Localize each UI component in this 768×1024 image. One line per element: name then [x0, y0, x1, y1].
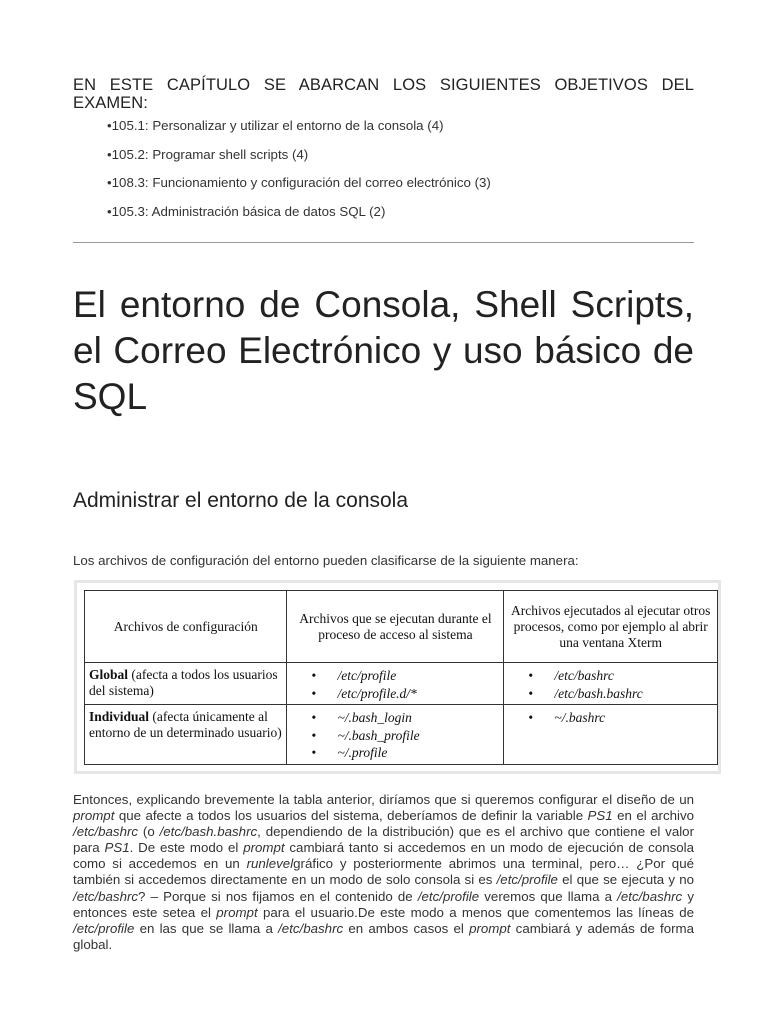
explanation-paragraph: Entonces, explicando brevemente la tabla anterior, diríamos que si queremos configurar el diseño de un prompt que afecte a todos los usuarios del sistema, deberíamos de definir la variable PS1 en el archivo /etc/bashrc (o /etc/bash.bashrc, dependiendo de la distribución) que es el archivo que contiene el valor para PS1. De este modo el prompt cambiará tanto si accedemos en un modo de ejecución de consola como si accedemos en un runlevelgráfico y posteriormente abrimos una terminal, pero… ¿Por qué también si accedemos directamente en un modo de solo consola si es /etc/profile el que se ejecuta y no /etc/bashrc? – Porque si nos fijamos en el contenido de /etc/profile veremos que llama a /etc/bashrc y entonces este setea el prompt para el usuario.De este modo a menos que comentemos las líneas de /etc/profile en las que se llama a /etc/bashrc en ambos casos el prompt cambiará y además de forma global.: [73, 792, 695, 952]
objective-item: •105.2: Programar shell scripts (4): [107, 146, 309, 162]
file-path: • /etc/profile: [311, 667, 503, 685]
objectives-list: [107, 117, 491, 232]
row-label-bold: Individual: [89, 709, 150, 724]
objectives-heading: EN ESTE CAPÍTULO SE ABARCAN LOS SIGUIENTES OBJETIVOS DEL EXAMEN:: [73, 76, 694, 112]
file-list: [287, 709, 503, 762]
section-title: Administrar el entorno de la consola: [73, 489, 409, 512]
process-files-cell: [504, 663, 718, 705]
process-files-cell: [504, 705, 718, 765]
horizontal-divider: [73, 242, 694, 243]
file-list: [504, 709, 717, 727]
row-label-text: (afecta únicamente al entorno de un determinado usuario): [89, 709, 282, 740]
file-path: • ~/.bash_profile: [311, 727, 503, 745]
table-header-cell: Archivos ejecutados al ejecutar otros procesos, como por ejemplo al abrir una ventana Xterm: [504, 591, 718, 663]
file-path: • /etc/profile.d/*: [311, 685, 503, 703]
table-header-row: [85, 591, 718, 663]
file-path: • ~/.bashrc: [528, 709, 717, 727]
config-files-table: [84, 590, 718, 765]
table-row: [85, 705, 718, 765]
chapter-title: El entorno de Consola, Shell Scripts, el Correo Electrónico y uso básico de SQL: [73, 284, 694, 417]
file-list: [504, 667, 717, 702]
intro-paragraph: Los archivos de configuración del entorno pueden clasificarse de la siguiente manera:: [73, 553, 579, 568]
objective-item: •105.1: Personalizar y utilizar el entorno de la consola (4): [107, 118, 444, 133]
objective-item: •108.3: Funcionamiento y configuración del correo electrónico (3): [107, 175, 491, 191]
row-label-bold: Global: [89, 667, 129, 682]
file-list: [287, 667, 503, 702]
row-label-text: (afecta a todos los usuarios del sistema): [89, 667, 278, 698]
file-path: • ~/.profile: [311, 744, 503, 762]
file-path: • /etc/bash.bashrc: [528, 685, 717, 703]
row-label-global: [85, 663, 287, 705]
row-label-individual: [85, 705, 287, 765]
file-path: • /etc/bashrc: [528, 667, 717, 685]
login-files-cell: [287, 705, 504, 765]
objective-item: •105.3: Administración básica de datos SQL (2): [107, 204, 386, 220]
table-header-cell: Archivos de configuración: [85, 591, 287, 663]
file-path: • ~/.bash_login: [311, 709, 503, 727]
login-files-cell: [287, 663, 504, 705]
table-row: [85, 663, 718, 705]
config-table-image: [77, 583, 718, 771]
table-header-cell: Archivos que se ejecutan durante el proceso de acceso al sistema: [287, 591, 504, 663]
